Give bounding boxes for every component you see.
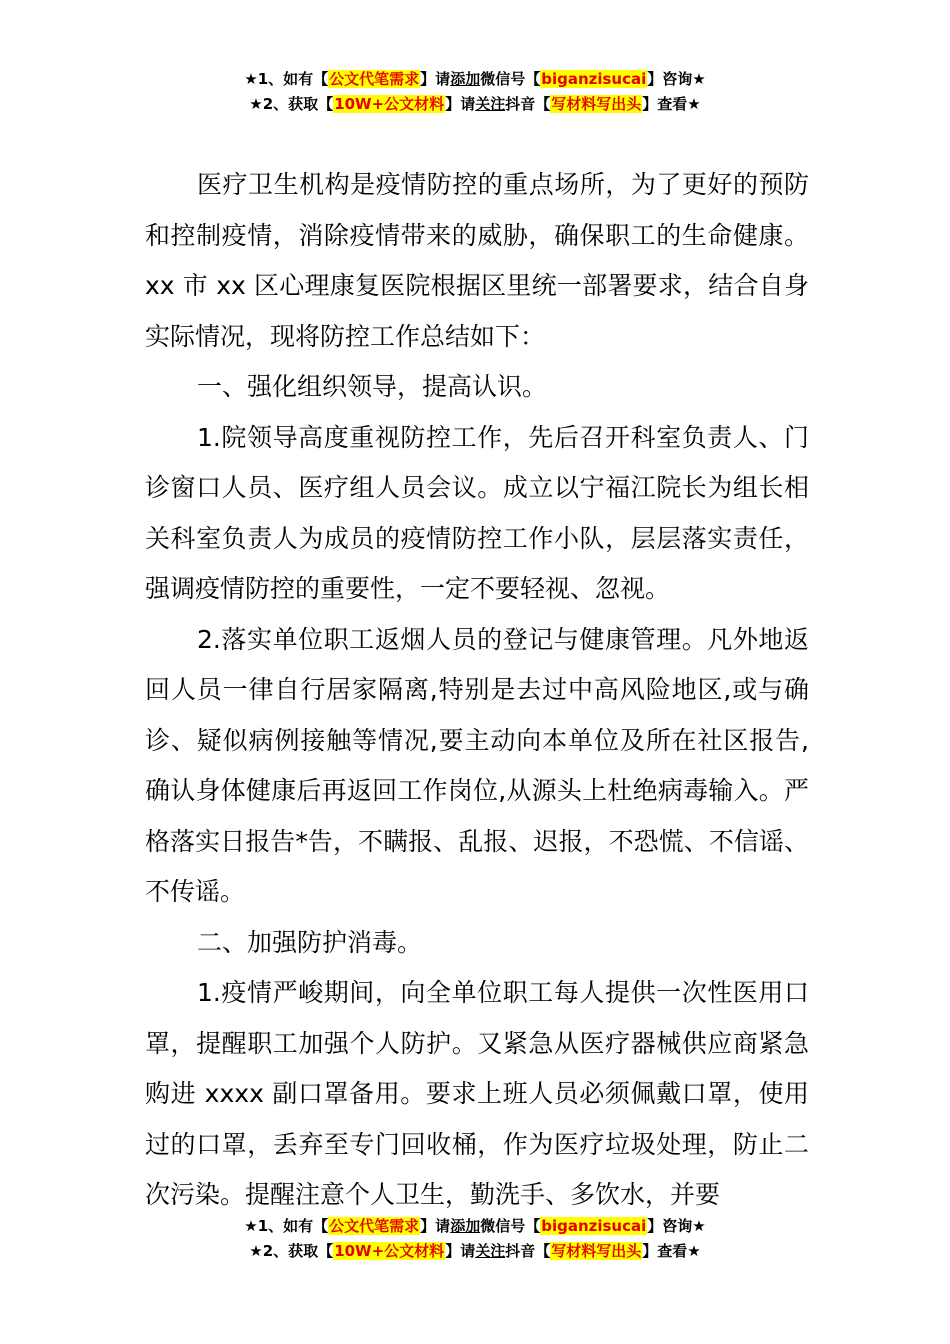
banner-highlight-douyin: 写材料写出头 xyxy=(551,1242,642,1260)
document-body xyxy=(145,160,809,1221)
banner-line-1 xyxy=(0,67,950,92)
banner-highlight: 公文代笔需求 xyxy=(329,1217,420,1235)
section-heading-1: 一、强化组织领导，提高认识。 xyxy=(197,372,548,401)
banner-highlight-wechat: biganzisucai xyxy=(541,1217,647,1235)
banner-text: 】查看★ xyxy=(642,1242,701,1260)
banner-text: 】请 xyxy=(445,95,476,113)
banner-text: 】咨询★ xyxy=(647,1217,706,1235)
banner-line-2 xyxy=(0,1239,950,1264)
banner-text: ★1、如有【 xyxy=(244,70,329,88)
banner-text: 微信号【 xyxy=(480,70,541,88)
banner-line-2 xyxy=(0,92,950,117)
section-heading-2: 二、加强防护消毒。 xyxy=(197,927,423,957)
banner-text: ★2、获取【 xyxy=(249,95,334,113)
paragraph-1-1: 1.院领导高度重视防控工作，先后召开科室负责人、门诊窗口人员、医疗组人员会议。成立以宁福江院长为组长相关科室负责人为成员的疫情防控工作小队，层层落实责任，强调疫情防控的重要性，一定不要轻视、忽视。 xyxy=(145,422,809,603)
banner-highlight: 公文代笔需求 xyxy=(329,70,420,88)
paragraph-2-1: 1.疫情严峻期间，向全单位职工每人提供一次性医用口罩，提醒职工加强个人防护。又紧急从医疗器械供应商紧急购进 xxxx 副口罩备用。要求上班人员必须佩戴口罩，使用过的口罩，丢弃至专门回收桶，作为医疗垃圾处理，防止二次污染。提醒注意个人卫生，勤洗手、多饮水，并要 xyxy=(145,978,809,1209)
banner-underline: 添加 xyxy=(450,70,481,88)
banner-text: 抖音【 xyxy=(505,1242,551,1260)
paragraph-intro: 医疗卫生机构是疫情防控的重点场所，为了更好的预防和控制疫情，消除疫情带来的威胁，确保职工的生命健康。xx 市 xx 区心理康复医院根据区里统一部署要求，结合自身实际情况，现将防控工作总结如下： xyxy=(145,170,809,351)
banner-text: 】咨询★ xyxy=(647,70,706,88)
banner-text: 】请 xyxy=(445,1242,476,1260)
banner-highlight-douyin: 写材料写出头 xyxy=(551,95,642,113)
banner-text: 】查看★ xyxy=(642,95,701,113)
banner-text: 抖音【 xyxy=(505,95,551,113)
banner-text: 微信号【 xyxy=(480,1217,541,1235)
banner-highlight: 10W+公文材料 xyxy=(334,1242,445,1260)
banner-underline: 关注 xyxy=(475,95,506,113)
banner-highlight: 10W+公文材料 xyxy=(334,95,445,113)
banner-underline: 添加 xyxy=(450,1217,481,1235)
banner-text: 】请 xyxy=(420,70,451,88)
banner-text: ★1、如有【 xyxy=(244,1217,329,1235)
banner-text: ★2、获取【 xyxy=(249,1242,334,1260)
banner-underline: 关注 xyxy=(475,1242,506,1260)
paragraph-1-2: 2.落实单位职工返烟人员的登记与健康管理。凡外地返回人员一律自行居家隔离,特别是去过中高风险地区,或与确诊、疑似病例接触等情况,要主动向本单位及所在社区报告,确认身体健康后再返回工作岗位,从源头上杜绝病毒输入。严格落实日报告*告，不瞒报、乱报、迟报，不恐慌、不信谣、不传谣。 xyxy=(145,624,809,906)
banner-text: 】请 xyxy=(420,1217,451,1235)
banner-line-1 xyxy=(0,1214,950,1239)
banner-highlight-wechat: biganzisucai xyxy=(541,70,647,88)
footer-banner xyxy=(0,1214,950,1264)
header-banner xyxy=(0,67,950,117)
